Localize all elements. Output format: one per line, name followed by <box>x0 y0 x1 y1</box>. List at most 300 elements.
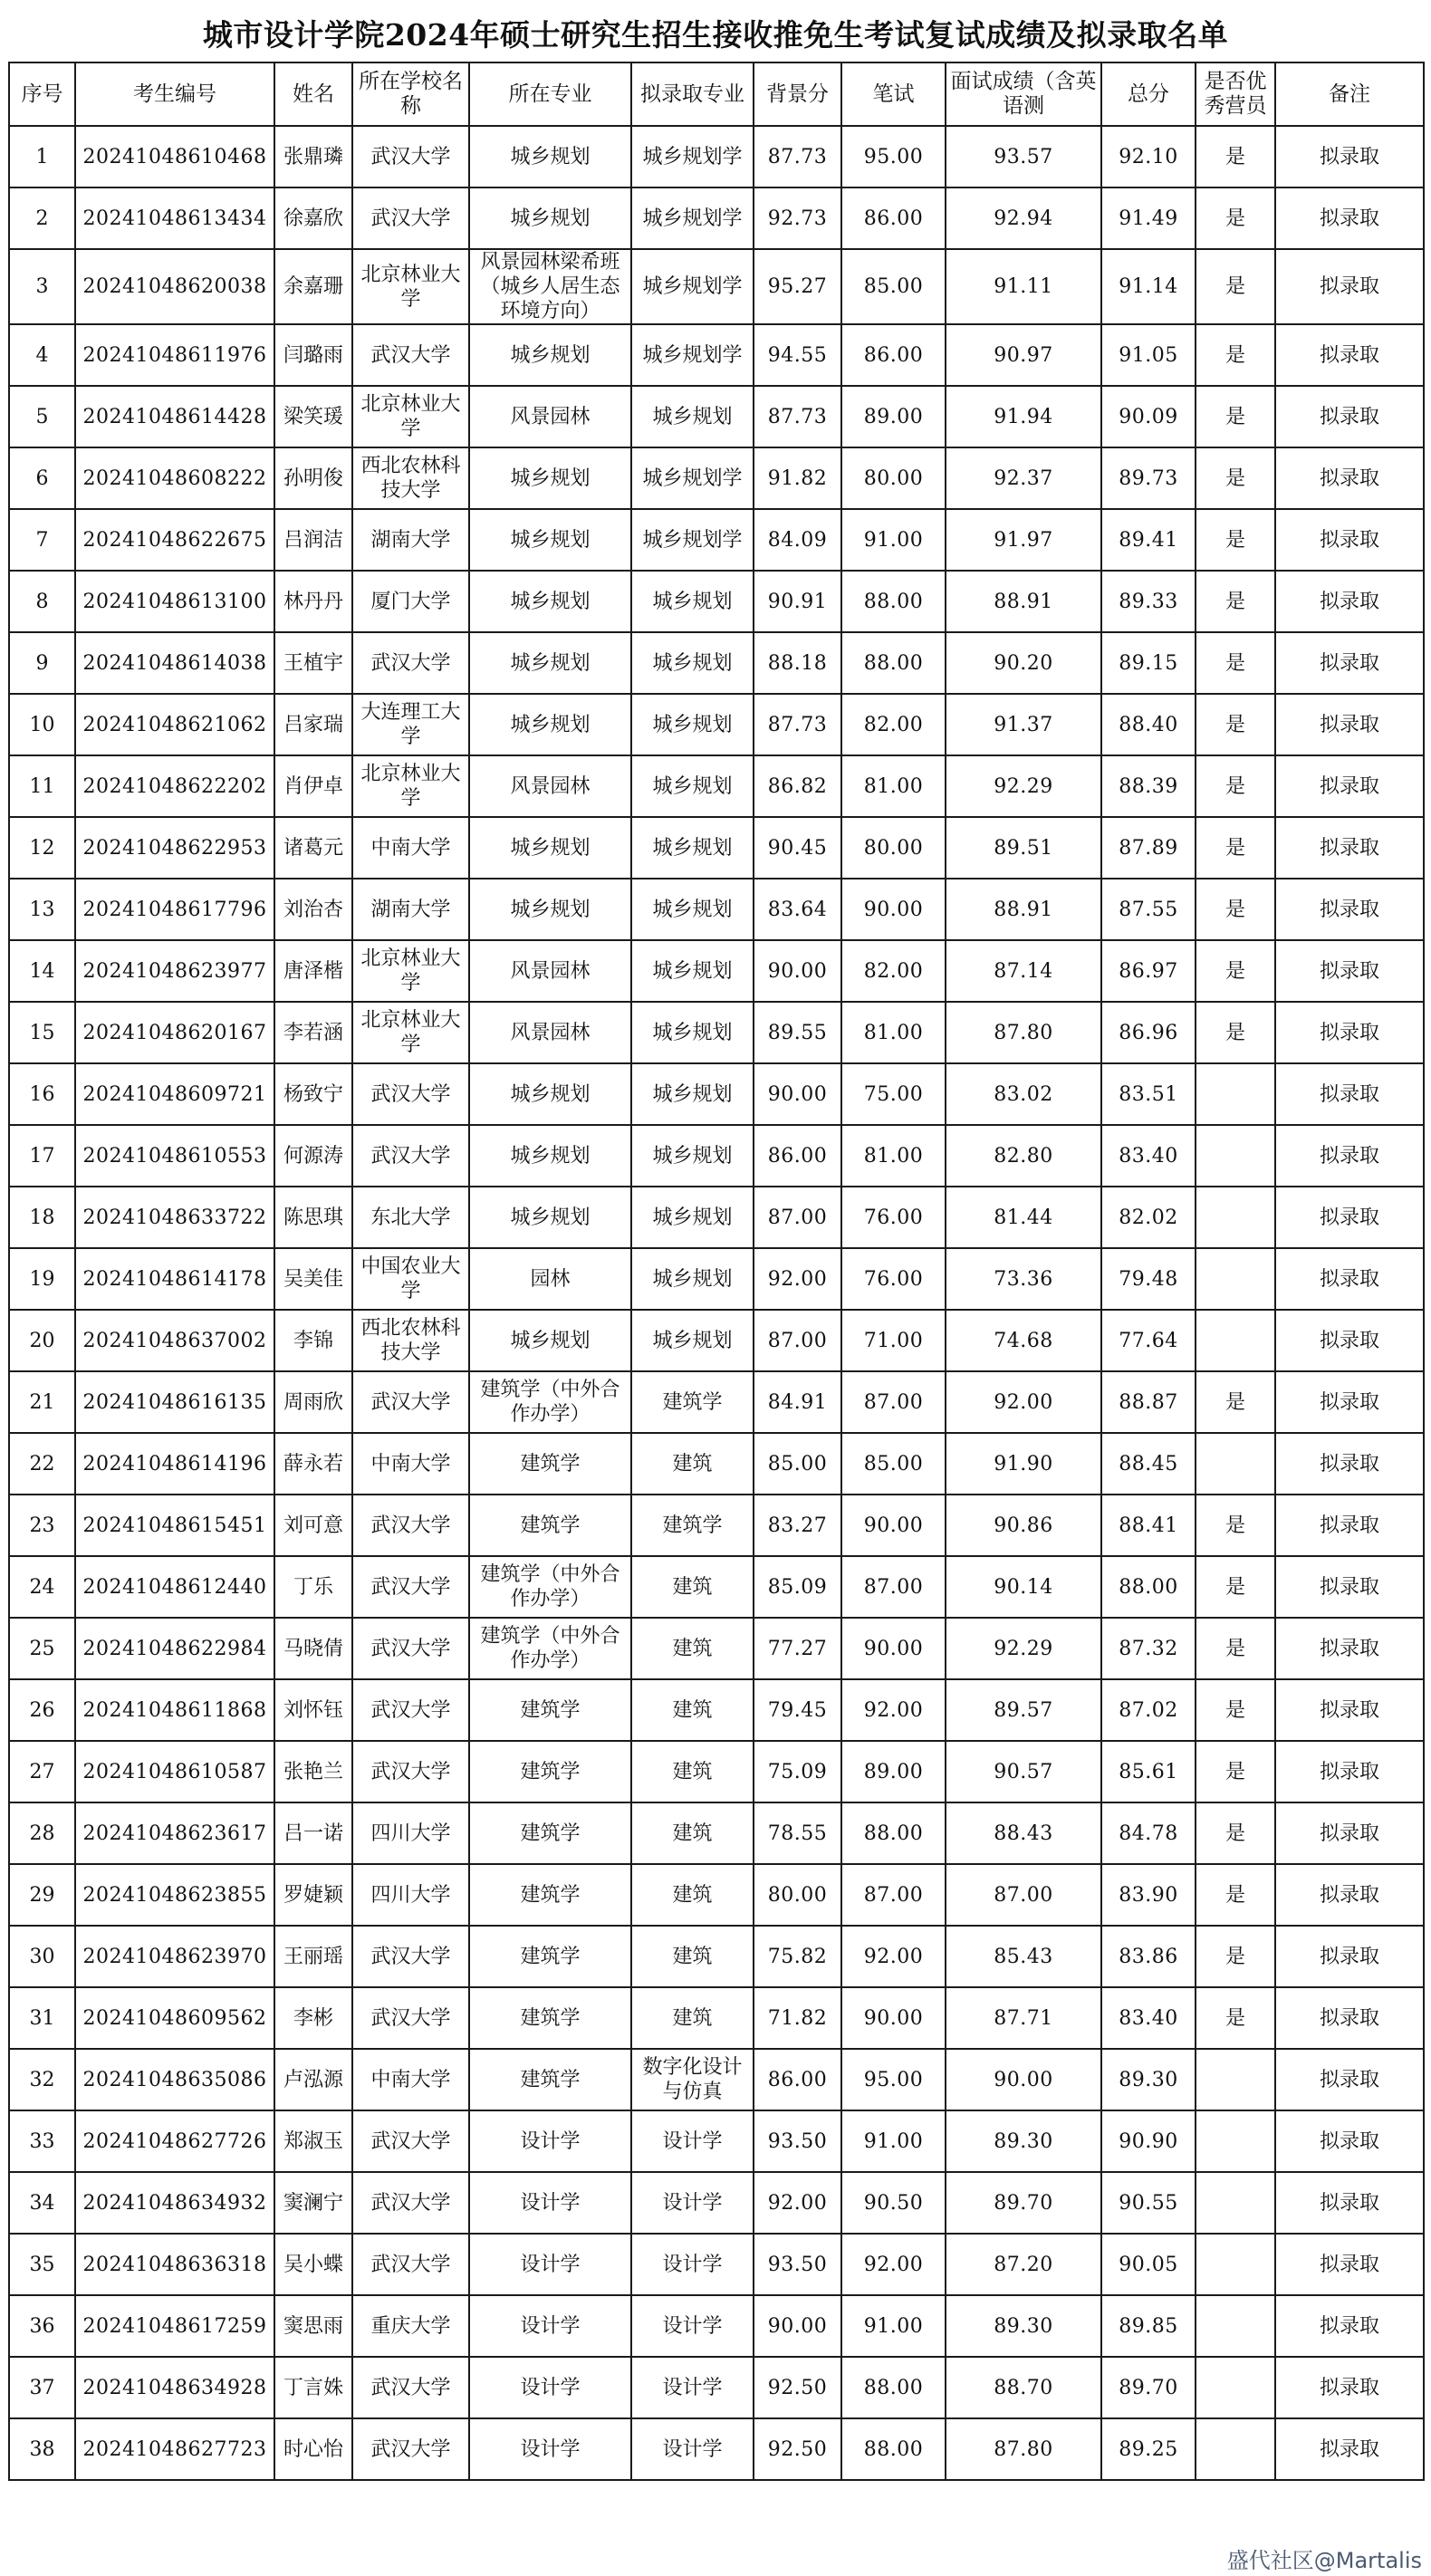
school-cell: 北京林业大学 <box>352 755 469 817</box>
written-score-cell: 91.00 <box>841 2295 946 2357</box>
row-number-cell: 26 <box>9 1679 75 1741</box>
school-cell: 北京林业大学 <box>352 249 469 324</box>
excellent-camper-cell: 是 <box>1196 1864 1275 1926</box>
candidate-id-cell: 20241048627723 <box>75 2418 274 2480</box>
total-score-cell: 90.05 <box>1101 2234 1196 2295</box>
remark-cell: 拟录取 <box>1275 1864 1424 1926</box>
remark-cell: 拟录取 <box>1275 1741 1424 1802</box>
candidate-id-cell: 20241048620038 <box>75 249 274 324</box>
written-score-cell: 90.00 <box>841 879 946 940</box>
remark-cell: 拟录取 <box>1275 447 1424 509</box>
name-cell: 李锦 <box>274 1310 352 1371</box>
school-cell: 武汉大学 <box>352 1926 469 1987</box>
interview-score-cell: 90.14 <box>946 1556 1101 1618</box>
excellent-camper-cell: 是 <box>1196 1987 1275 2049</box>
major-cell: 城乡规划 <box>469 571 631 632</box>
major-cell: 风景园林 <box>469 940 631 1002</box>
excellent-camper-cell: 是 <box>1196 817 1275 879</box>
major-cell: 城乡规划 <box>469 324 631 386</box>
admit-major-cell: 城乡规划 <box>631 755 754 817</box>
background-score-cell: 90.00 <box>754 940 841 1002</box>
remark-cell: 拟录取 <box>1275 755 1424 817</box>
candidate-id-cell: 20241048614428 <box>75 386 274 447</box>
excellent-camper-cell <box>1196 1063 1275 1125</box>
school-cell: 武汉大学 <box>352 1741 469 1802</box>
total-score-cell: 89.70 <box>1101 2357 1196 2418</box>
school-cell: 武汉大学 <box>352 2172 469 2234</box>
excellent-camper-cell: 是 <box>1196 879 1275 940</box>
major-cell: 建筑学 <box>469 2049 631 2110</box>
name-cell: 何源涛 <box>274 1125 352 1187</box>
candidate-id-cell: 20241048614178 <box>75 1248 274 1310</box>
total-score-cell: 86.97 <box>1101 940 1196 1002</box>
table-row <box>9 1125 1424 1187</box>
candidate-id-cell: 20241048617259 <box>75 2295 274 2357</box>
admit-major-cell: 设计学 <box>631 2418 754 2480</box>
excellent-camper-cell <box>1196 1310 1275 1371</box>
table-row <box>9 1187 1424 1248</box>
table-row <box>9 187 1424 249</box>
total-score-cell: 87.89 <box>1101 817 1196 879</box>
admit-major-cell: 城乡规划 <box>631 1248 754 1310</box>
total-score-cell: 82.02 <box>1101 1187 1196 1248</box>
remark-cell: 拟录取 <box>1275 1433 1424 1495</box>
interview-score-cell: 89.57 <box>946 1679 1101 1741</box>
total-score-cell: 79.48 <box>1101 1248 1196 1310</box>
total-score-cell: 89.85 <box>1101 2295 1196 2357</box>
candidate-id-cell: 20241048609562 <box>75 1987 274 2049</box>
total-score-cell: 83.40 <box>1101 1987 1196 2049</box>
written-score-cell: 76.00 <box>841 1187 946 1248</box>
candidate-id-cell: 20241048623970 <box>75 1926 274 1987</box>
school-cell: 武汉大学 <box>352 2418 469 2480</box>
name-cell: 孙明俊 <box>274 447 352 509</box>
interview-score-cell: 91.11 <box>946 249 1101 324</box>
name-cell: 唐泽楷 <box>274 940 352 1002</box>
excellent-camper-cell: 是 <box>1196 632 1275 694</box>
name-cell: 丁言姝 <box>274 2357 352 2418</box>
candidate-id-cell: 20241048613100 <box>75 571 274 632</box>
major-cell: 城乡规划 <box>469 632 631 694</box>
interview-score-cell: 88.91 <box>946 571 1101 632</box>
written-score-cell: 80.00 <box>841 817 946 879</box>
header-cell: 总分 <box>1101 62 1196 126</box>
written-score-cell: 75.00 <box>841 1063 946 1125</box>
remark-cell: 拟录取 <box>1275 940 1424 1002</box>
admit-major-cell: 建筑 <box>631 1618 754 1679</box>
school-cell: 湖南大学 <box>352 879 469 940</box>
candidate-id-cell: 20241048610587 <box>75 1741 274 1802</box>
admit-major-cell: 城乡规划 <box>631 1310 754 1371</box>
interview-score-cell: 90.86 <box>946 1495 1101 1556</box>
candidate-id-cell: 20241048617796 <box>75 879 274 940</box>
admit-major-cell: 城乡规划 <box>631 1002 754 1063</box>
row-number-cell: 14 <box>9 940 75 1002</box>
row-number-cell: 28 <box>9 1802 75 1864</box>
remark-cell: 拟录取 <box>1275 1125 1424 1187</box>
total-score-cell: 88.87 <box>1101 1371 1196 1433</box>
row-number-cell: 21 <box>9 1371 75 1433</box>
interview-score-cell: 90.20 <box>946 632 1101 694</box>
remark-cell: 拟录取 <box>1275 2357 1424 2418</box>
row-number-cell: 32 <box>9 2049 75 2110</box>
background-score-cell: 87.00 <box>754 1310 841 1371</box>
school-cell: 厦门大学 <box>352 571 469 632</box>
major-cell: 设计学 <box>469 2357 631 2418</box>
major-cell: 建筑学（中外合作办学） <box>469 1618 631 1679</box>
name-cell: 刘治杏 <box>274 879 352 940</box>
interview-score-cell: 90.57 <box>946 1741 1101 1802</box>
school-cell: 西北农林科技大学 <box>352 1310 469 1371</box>
written-score-cell: 88.00 <box>841 2357 946 2418</box>
table-row <box>9 940 1424 1002</box>
total-score-cell: 77.64 <box>1101 1310 1196 1371</box>
background-score-cell: 87.00 <box>754 1187 841 1248</box>
header-cell: 备注 <box>1275 62 1424 126</box>
major-cell: 设计学 <box>469 2295 631 2357</box>
name-cell: 陈思琪 <box>274 1187 352 1248</box>
major-cell: 城乡规划 <box>469 1125 631 1187</box>
major-cell: 建筑学 <box>469 1802 631 1864</box>
name-cell: 余嘉珊 <box>274 249 352 324</box>
table-row <box>9 324 1424 386</box>
written-score-cell: 87.00 <box>841 1371 946 1433</box>
interview-score-cell: 73.36 <box>946 1248 1101 1310</box>
school-cell: 武汉大学 <box>352 632 469 694</box>
interview-score-cell: 88.43 <box>946 1802 1101 1864</box>
table-row <box>9 1987 1424 2049</box>
row-number-cell: 34 <box>9 2172 75 2234</box>
background-score-cell: 92.00 <box>754 1248 841 1310</box>
row-number-cell: 36 <box>9 2295 75 2357</box>
major-cell: 城乡规划 <box>469 126 631 187</box>
admit-major-cell: 城乡规划学 <box>631 126 754 187</box>
total-score-cell: 91.14 <box>1101 249 1196 324</box>
table-row <box>9 879 1424 940</box>
excellent-camper-cell: 是 <box>1196 940 1275 1002</box>
written-score-cell: 71.00 <box>841 1310 946 1371</box>
interview-score-cell: 93.57 <box>946 126 1101 187</box>
row-number-cell: 10 <box>9 694 75 755</box>
name-cell: 窦澜宁 <box>274 2172 352 2234</box>
interview-score-cell: 90.00 <box>946 2049 1101 2110</box>
interview-score-cell: 90.97 <box>946 324 1101 386</box>
table-row <box>9 1433 1424 1495</box>
row-number-cell: 15 <box>9 1002 75 1063</box>
candidate-id-cell: 20241048610468 <box>75 126 274 187</box>
total-score-cell: 89.73 <box>1101 447 1196 509</box>
table-row <box>9 126 1424 187</box>
major-cell: 城乡规划 <box>469 817 631 879</box>
remark-cell: 拟录取 <box>1275 879 1424 940</box>
header-cell: 姓名 <box>274 62 352 126</box>
school-cell: 四川大学 <box>352 1864 469 1926</box>
school-cell: 北京林业大学 <box>352 386 469 447</box>
remark-cell: 拟录取 <box>1275 1618 1424 1679</box>
excellent-camper-cell: 是 <box>1196 1926 1275 1987</box>
background-score-cell: 87.73 <box>754 694 841 755</box>
name-cell: 梁笑瑗 <box>274 386 352 447</box>
remark-cell: 拟录取 <box>1275 1310 1424 1371</box>
major-cell: 设计学 <box>469 2234 631 2295</box>
background-score-cell: 87.73 <box>754 386 841 447</box>
row-number-cell: 16 <box>9 1063 75 1125</box>
excellent-camper-cell: 是 <box>1196 386 1275 447</box>
table-row <box>9 1556 1424 1618</box>
total-score-cell: 83.51 <box>1101 1063 1196 1125</box>
table-row <box>9 1248 1424 1310</box>
table-row <box>9 2110 1424 2172</box>
row-number-cell: 19 <box>9 1248 75 1310</box>
excellent-camper-cell <box>1196 2172 1275 2234</box>
table-row <box>9 1310 1424 1371</box>
total-score-cell: 90.90 <box>1101 2110 1196 2172</box>
background-score-cell: 89.55 <box>754 1002 841 1063</box>
remark-cell: 拟录取 <box>1275 2049 1424 2110</box>
name-cell: 张艳兰 <box>274 1741 352 1802</box>
total-score-cell: 86.96 <box>1101 1002 1196 1063</box>
candidate-id-cell: 20241048614038 <box>75 632 274 694</box>
candidate-id-cell: 20241048608222 <box>75 447 274 509</box>
remark-cell: 拟录取 <box>1275 2110 1424 2172</box>
background-score-cell: 91.82 <box>754 447 841 509</box>
excellent-camper-cell: 是 <box>1196 1556 1275 1618</box>
candidate-id-cell: 20241048615451 <box>75 1495 274 1556</box>
table-row <box>9 1495 1424 1556</box>
major-cell: 设计学 <box>469 2110 631 2172</box>
row-number-cell: 6 <box>9 447 75 509</box>
name-cell: 丁乐 <box>274 1556 352 1618</box>
interview-score-cell: 92.29 <box>946 755 1101 817</box>
admit-major-cell: 建筑 <box>631 1741 754 1802</box>
total-score-cell: 87.02 <box>1101 1679 1196 1741</box>
background-score-cell: 79.45 <box>754 1679 841 1741</box>
name-cell: 张鼎璘 <box>274 126 352 187</box>
remark-cell: 拟录取 <box>1275 1371 1424 1433</box>
header-cell: 序号 <box>9 62 75 126</box>
written-score-cell: 90.00 <box>841 1495 946 1556</box>
major-cell: 建筑学 <box>469 1864 631 1926</box>
admit-major-cell: 城乡规划 <box>631 386 754 447</box>
interview-score-cell: 74.68 <box>946 1310 1101 1371</box>
major-cell: 城乡规划 <box>469 447 631 509</box>
table-row <box>9 1864 1424 1926</box>
written-score-cell: 88.00 <box>841 571 946 632</box>
interview-score-cell: 87.14 <box>946 940 1101 1002</box>
candidate-id-cell: 20241048609721 <box>75 1063 274 1125</box>
row-number-cell: 30 <box>9 1926 75 1987</box>
admit-major-cell: 设计学 <box>631 2234 754 2295</box>
interview-score-cell: 87.80 <box>946 2418 1101 2480</box>
excellent-camper-cell <box>1196 1187 1275 1248</box>
school-cell: 武汉大学 <box>352 1679 469 1741</box>
major-cell: 建筑学 <box>469 1679 631 1741</box>
major-cell: 园林 <box>469 1248 631 1310</box>
school-cell: 武汉大学 <box>352 126 469 187</box>
excellent-camper-cell <box>1196 1433 1275 1495</box>
written-score-cell: 80.00 <box>841 447 946 509</box>
background-score-cell: 78.55 <box>754 1802 841 1864</box>
interview-score-cell: 91.37 <box>946 694 1101 755</box>
excellent-camper-cell: 是 <box>1196 1618 1275 1679</box>
excellent-camper-cell <box>1196 1125 1275 1187</box>
candidate-id-cell: 20241048622675 <box>75 509 274 571</box>
table-row <box>9 386 1424 447</box>
candidate-id-cell: 20241048623855 <box>75 1864 274 1926</box>
school-cell: 四川大学 <box>352 1802 469 1864</box>
background-score-cell: 86.00 <box>754 1125 841 1187</box>
remark-cell: 拟录取 <box>1275 386 1424 447</box>
name-cell: 吕家瑞 <box>274 694 352 755</box>
admit-major-cell: 城乡规划 <box>631 632 754 694</box>
candidate-id-cell: 20241048622953 <box>75 817 274 879</box>
name-cell: 徐嘉欣 <box>274 187 352 249</box>
admit-major-cell: 城乡规划 <box>631 879 754 940</box>
total-score-cell: 87.55 <box>1101 879 1196 940</box>
school-cell: 东北大学 <box>352 1187 469 1248</box>
name-cell: 窦思雨 <box>274 2295 352 2357</box>
excellent-camper-cell <box>1196 2295 1275 2357</box>
admit-major-cell: 城乡规划学 <box>631 447 754 509</box>
written-score-cell: 92.00 <box>841 2234 946 2295</box>
name-cell: 周雨欣 <box>274 1371 352 1433</box>
remark-cell: 拟录取 <box>1275 1495 1424 1556</box>
name-cell: 杨致宁 <box>274 1063 352 1125</box>
remark-cell: 拟录取 <box>1275 187 1424 249</box>
remark-cell: 拟录取 <box>1275 2295 1424 2357</box>
written-score-cell: 81.00 <box>841 1125 946 1187</box>
excellent-camper-cell <box>1196 2357 1275 2418</box>
row-number-cell: 8 <box>9 571 75 632</box>
school-cell: 武汉大学 <box>352 2110 469 2172</box>
row-number-cell: 25 <box>9 1618 75 1679</box>
candidate-id-cell: 20241048614196 <box>75 1433 274 1495</box>
row-number-cell: 9 <box>9 632 75 694</box>
interview-score-cell: 85.43 <box>946 1926 1101 1987</box>
admit-major-cell: 建筑 <box>631 1433 754 1495</box>
name-cell: 薛永若 <box>274 1433 352 1495</box>
remark-cell: 拟录取 <box>1275 1679 1424 1741</box>
background-score-cell: 92.00 <box>754 2172 841 2234</box>
candidate-id-cell: 20241048613434 <box>75 187 274 249</box>
admission-table <box>8 62 1425 2481</box>
interview-score-cell: 87.00 <box>946 1864 1101 1926</box>
interview-score-cell: 87.71 <box>946 1987 1101 2049</box>
name-cell: 卢泓源 <box>274 2049 352 2110</box>
total-score-cell: 88.41 <box>1101 1495 1196 1556</box>
remark-cell: 拟录取 <box>1275 324 1424 386</box>
admit-major-cell: 建筑 <box>631 1802 754 1864</box>
row-number-cell: 1 <box>9 126 75 187</box>
major-cell: 风景园林 <box>469 1002 631 1063</box>
admit-major-cell: 城乡规划 <box>631 940 754 1002</box>
excellent-camper-cell: 是 <box>1196 1371 1275 1433</box>
background-score-cell: 92.73 <box>754 187 841 249</box>
candidate-id-cell: 20241048620167 <box>75 1002 274 1063</box>
interview-score-cell: 92.94 <box>946 187 1101 249</box>
total-score-cell: 89.15 <box>1101 632 1196 694</box>
candidate-id-cell: 20241048616135 <box>75 1371 274 1433</box>
written-score-cell: 82.00 <box>841 694 946 755</box>
major-cell: 城乡规划 <box>469 509 631 571</box>
row-number-cell: 33 <box>9 2110 75 2172</box>
remark-cell: 拟录取 <box>1275 2234 1424 2295</box>
row-number-cell: 18 <box>9 1187 75 1248</box>
excellent-camper-cell <box>1196 2418 1275 2480</box>
row-number-cell: 31 <box>9 1987 75 2049</box>
background-score-cell: 86.00 <box>754 2049 841 2110</box>
header-cell: 面试成绩（含英语测 <box>946 62 1101 126</box>
total-score-cell: 83.86 <box>1101 1926 1196 1987</box>
background-score-cell: 85.09 <box>754 1556 841 1618</box>
candidate-id-cell: 20241048634928 <box>75 2357 274 2418</box>
admit-major-cell: 建筑学 <box>631 1371 754 1433</box>
written-score-cell: 92.00 <box>841 1926 946 1987</box>
admit-major-cell: 城乡规划 <box>631 817 754 879</box>
written-score-cell: 81.00 <box>841 1002 946 1063</box>
name-cell: 李彬 <box>274 1987 352 2049</box>
table-body <box>9 126 1424 2480</box>
excellent-camper-cell: 是 <box>1196 1679 1275 1741</box>
school-cell: 湖南大学 <box>352 509 469 571</box>
background-score-cell: 92.50 <box>754 2418 841 2480</box>
table-row <box>9 2049 1424 2110</box>
background-score-cell: 93.50 <box>754 2234 841 2295</box>
written-score-cell: 88.00 <box>841 1802 946 1864</box>
header-cell: 拟录取专业 <box>631 62 754 126</box>
table-row <box>9 1002 1424 1063</box>
admit-major-cell: 设计学 <box>631 2357 754 2418</box>
admit-major-cell: 城乡规划 <box>631 694 754 755</box>
row-number-cell: 38 <box>9 2418 75 2480</box>
total-score-cell: 88.39 <box>1101 755 1196 817</box>
total-score-cell: 91.05 <box>1101 324 1196 386</box>
excellent-camper-cell <box>1196 1248 1275 1310</box>
interview-score-cell: 88.91 <box>946 879 1101 940</box>
remark-cell: 拟录取 <box>1275 817 1424 879</box>
background-score-cell: 80.00 <box>754 1864 841 1926</box>
header-cell: 背景分 <box>754 62 841 126</box>
interview-score-cell: 81.44 <box>946 1187 1101 1248</box>
written-score-cell: 90.00 <box>841 1987 946 2049</box>
background-score-cell: 90.45 <box>754 817 841 879</box>
background-score-cell: 88.18 <box>754 632 841 694</box>
admit-major-cell: 城乡规划 <box>631 1187 754 1248</box>
background-score-cell: 95.27 <box>754 249 841 324</box>
written-score-cell: 90.50 <box>841 2172 946 2234</box>
background-score-cell: 93.50 <box>754 2110 841 2172</box>
table-row <box>9 1679 1424 1741</box>
admit-major-cell: 建筑 <box>631 1679 754 1741</box>
table-row <box>9 694 1424 755</box>
interview-score-cell: 91.97 <box>946 509 1101 571</box>
background-score-cell: 83.64 <box>754 879 841 940</box>
header-cell: 所在学校名称 <box>352 62 469 126</box>
row-number-cell: 29 <box>9 1864 75 1926</box>
excellent-camper-cell: 是 <box>1196 755 1275 817</box>
written-score-cell: 92.00 <box>841 1679 946 1741</box>
interview-score-cell: 92.00 <box>946 1371 1101 1433</box>
remark-cell: 拟录取 <box>1275 694 1424 755</box>
table-row <box>9 509 1424 571</box>
table-row <box>9 1926 1424 1987</box>
candidate-id-cell: 20241048636318 <box>75 2234 274 2295</box>
name-cell: 吕润洁 <box>274 509 352 571</box>
total-score-cell: 88.45 <box>1101 1433 1196 1495</box>
page-title: 城市设计学院2024年硕士研究生招生接收推免生考试复试成绩及拟录取名单 <box>202 17 1229 53</box>
total-score-cell: 84.78 <box>1101 1802 1196 1864</box>
row-number-cell: 12 <box>9 817 75 879</box>
